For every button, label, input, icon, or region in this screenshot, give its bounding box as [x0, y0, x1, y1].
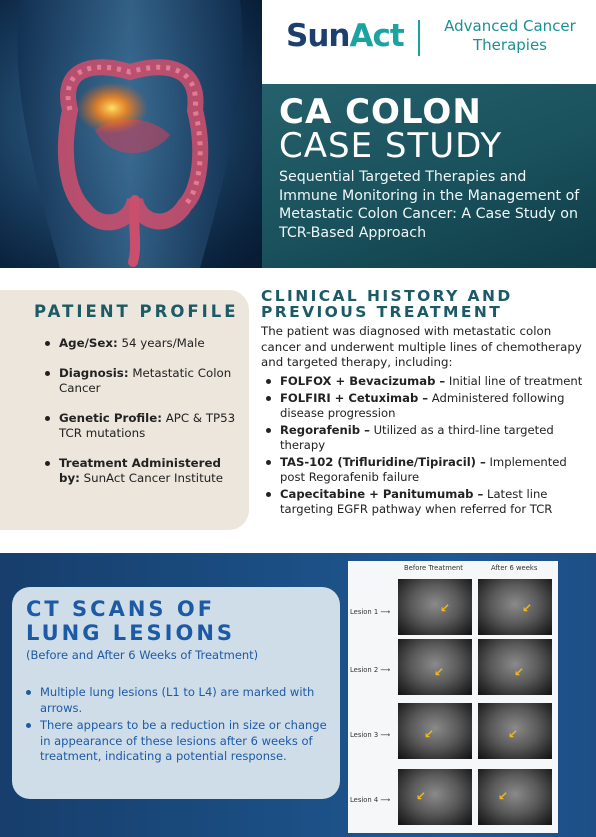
profile-value: Metastatic Colon Cancer [59, 365, 232, 395]
lesion-label-1: Lesion 1 ⟶ [350, 608, 391, 616]
profile-label: Diagnosis: [59, 365, 129, 380]
ct-scan-lesion-4-after [478, 769, 552, 825]
ct-scan-lesion-1-before [398, 579, 472, 635]
profile-label: Genetic Profile: [59, 410, 162, 425]
arrow-marker-icon: ↙ [508, 727, 519, 741]
patient-profile-heading: PATIENT PROFILE [34, 302, 239, 321]
profile-value: SunAct Cancer Institute [83, 471, 224, 485]
treatment-drug: FOLFOX + Bevacizumab – [280, 374, 446, 388]
ct-finding-item: There appears to be a reduction in size or change in appearance of these lesions after 6 weeks of treatment, indicating a potential response. [26, 718, 328, 765]
treatment-item [266, 391, 591, 422]
arrow-marker-icon: ↙ [424, 727, 435, 741]
lesion-label-3: Lesion 3 ⟶ [350, 731, 391, 739]
clinical-history-heading: CLINICAL HISTORY AND PREVIOUS TREATMENT [261, 287, 513, 321]
ct-scan-lesion-2-after [478, 639, 552, 695]
column-header-before: Before Treatment [404, 564, 463, 572]
page-title-line1: CA COLON [279, 92, 482, 132]
ct-scans-subheading: (Before and After 6 Weeks of Treatment) [26, 648, 259, 662]
ct-scans-section [0, 553, 596, 837]
colon-illustration-svg [0, 0, 262, 268]
profile-label: Treatment Administered by: [59, 455, 221, 485]
profile-item-treatment [45, 456, 245, 487]
profile-item-age-sex [45, 336, 245, 352]
clinical-history-intro: The patient was diagnosed with metastatic colon cancer and underwent multiple lines of chemotherapy and targeted therapy, including: [261, 324, 582, 369]
arrow-marker-icon: ↙ [514, 665, 525, 679]
treatment-history-list [266, 374, 591, 519]
ct-scans-heading [26, 597, 235, 645]
page-subtitle: Sequential Targeted Therapies and Immune Monitoring in the Management of Metastatic Colon Cancer: A Case Study on TCR-Based Approach [279, 169, 580, 241]
arrow-marker-icon: ↙ [434, 665, 445, 679]
treatment-item [266, 423, 591, 454]
profile-label: Age/Sex: [59, 336, 118, 350]
profile-item-diagnosis [45, 366, 245, 397]
profile-item-genetic [45, 411, 245, 442]
logo-act-text: Act [349, 18, 404, 54]
ct-scan-lesion-3-after [478, 703, 552, 759]
ct-scan-grid [348, 561, 558, 833]
column-header-after: After 6 weeks [491, 564, 538, 572]
arrow-marker-icon: ↙ [440, 601, 451, 615]
ct-scan-lesion-2-before [398, 639, 472, 695]
treatment-note: Initial line of treatment [448, 374, 583, 388]
treatment-note: Latest line targeting EGFR pathway when referred for TCR [280, 486, 553, 516]
ct-scan-lesion-1-after [478, 579, 552, 635]
treatment-item [266, 455, 591, 486]
treatment-drug: Capecitabine + Panitumumab – [280, 486, 484, 501]
profile-value: APC & TP53 TCR mutations [59, 410, 236, 440]
sunact-logo [286, 18, 404, 54]
ct-heading-line1: CT SCANS OF [26, 597, 216, 621]
page-title-line2: CASE STUDY [279, 126, 503, 166]
treatment-drug: FOLFIRI + Cetuximab – [280, 390, 429, 405]
patient-profile-card [0, 290, 249, 530]
arrow-marker-icon: ↙ [498, 789, 509, 803]
lesion-label-4: Lesion 4 ⟶ [350, 796, 391, 804]
logo-divider [418, 20, 420, 56]
logo-sun-text: Sun [286, 18, 350, 54]
ct-heading-line2: LUNG LESIONS [26, 621, 236, 645]
arrow-marker-icon: ↙ [416, 789, 427, 803]
treatment-item [266, 487, 591, 518]
logo-tagline: Advanced Cancer Therapies [444, 17, 576, 54]
ct-finding-item: Multiple lung lesions (L1 to L4) are marked with arrows. [26, 685, 328, 716]
header-logo-area [262, 0, 596, 84]
profile-value: 54 years/Male [121, 336, 205, 350]
ct-scan-lesion-4-before [398, 769, 472, 825]
treatment-note: Administered following disease progression [280, 390, 565, 420]
treatment-drug: TAS-102 (Trifluridine/Tipiracil) – [280, 454, 486, 469]
arrow-marker-icon: ↙ [522, 601, 533, 615]
treatment-item [266, 374, 591, 390]
colon-anatomy-illustration [0, 0, 262, 268]
patient-profile-list [45, 336, 245, 501]
treatment-note: Utilized as a third-line targeted therapy [280, 422, 554, 452]
lesion-label-2: Lesion 2 ⟶ [350, 666, 391, 674]
ct-findings-list [26, 685, 328, 767]
ct-scan-lesion-3-before [398, 703, 472, 759]
title-panel [262, 84, 596, 268]
treatment-drug: Regorafenib – [280, 422, 370, 437]
ct-scans-card [12, 587, 340, 799]
treatment-note: Implemented post Regorafenib failure [280, 454, 567, 484]
